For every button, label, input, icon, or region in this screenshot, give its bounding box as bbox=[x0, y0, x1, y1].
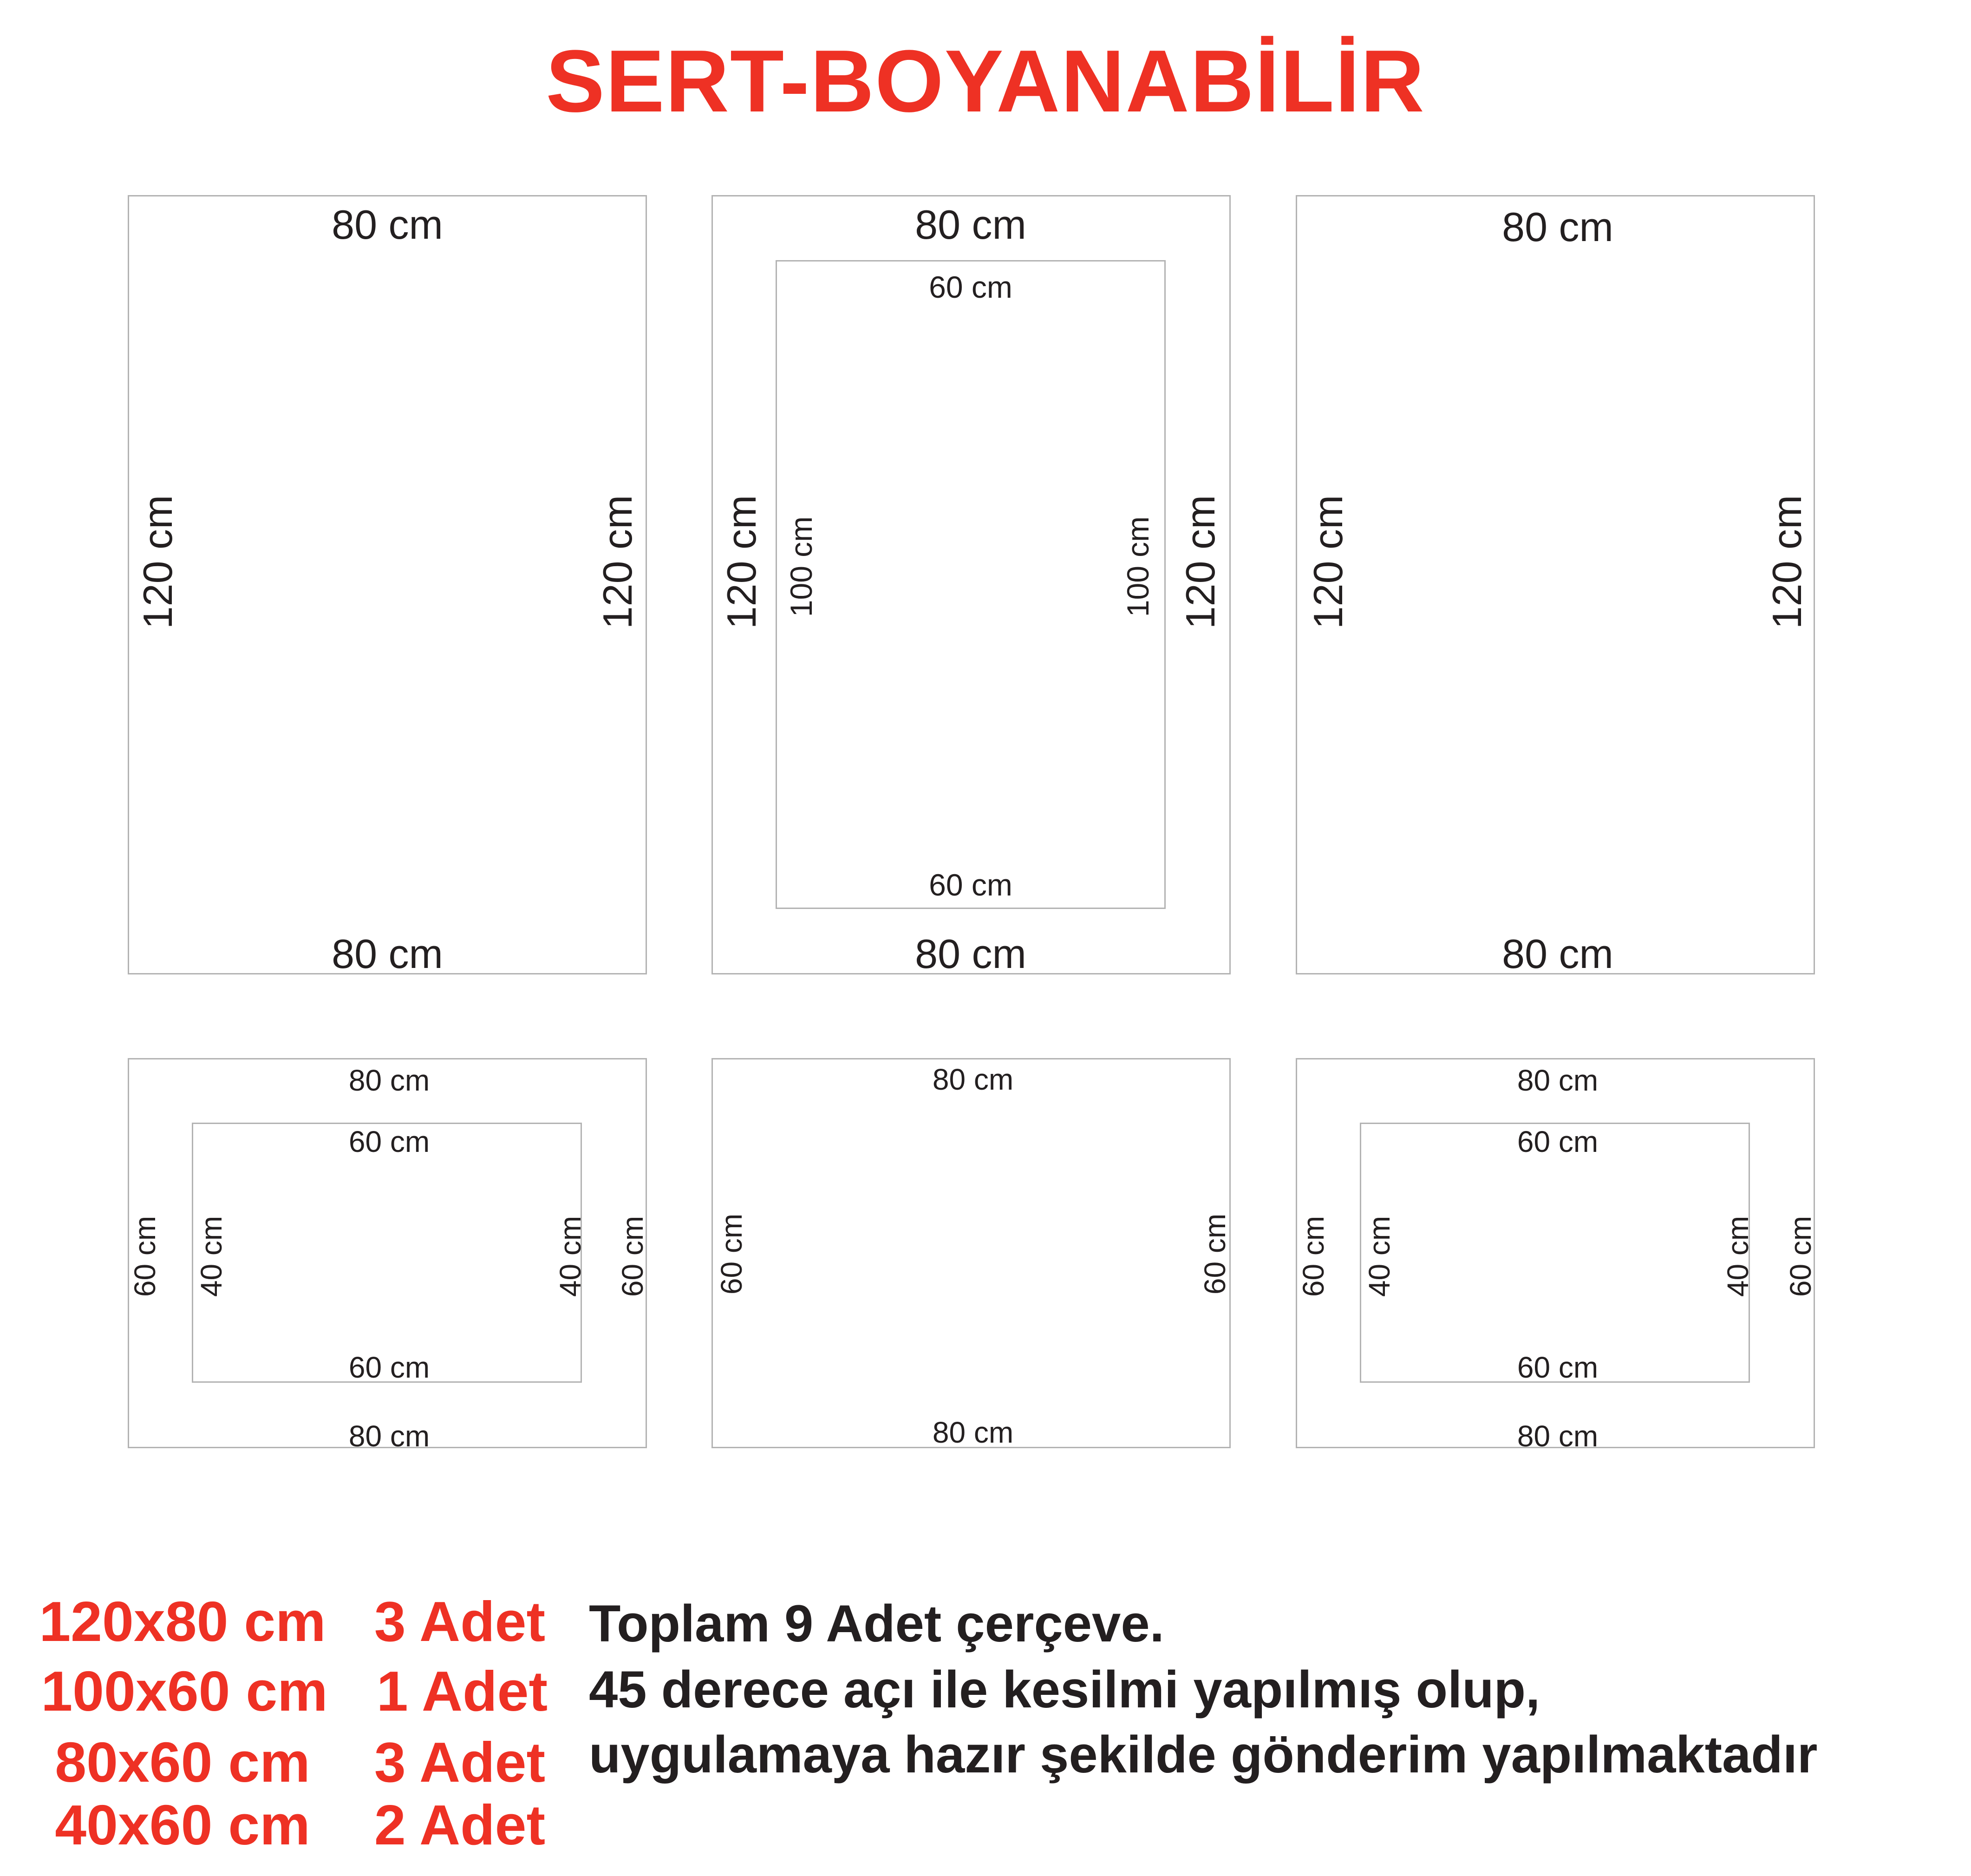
frame-6-inner-bottom-label: 60 cm bbox=[1517, 1351, 1599, 1384]
frame-2-inner-opening bbox=[776, 260, 1166, 909]
spec-qty-4: 2 Adet bbox=[374, 1793, 546, 1856]
frame-120x80-1 bbox=[128, 195, 647, 977]
frame-6-right-label: 60 cm bbox=[1784, 1216, 1817, 1297]
frame-6-inner-opening bbox=[1360, 1123, 1750, 1383]
spec-qty-1: 3 Adet bbox=[374, 1590, 546, 1653]
spec-size-4: 40x60 cm bbox=[55, 1793, 310, 1856]
frame-1-top-label: 80 cm bbox=[332, 202, 443, 248]
frame-4-inner-top-label: 60 cm bbox=[348, 1125, 430, 1158]
spec-size-2: 100x60 cm bbox=[41, 1660, 328, 1723]
frame-120x80-3 bbox=[1296, 195, 1815, 977]
frame-6-inner-left-label: 40 cm bbox=[1363, 1216, 1396, 1297]
spec-qty-3: 3 Adet bbox=[374, 1731, 546, 1794]
frame-2-inner-right-label: 100 cm bbox=[1121, 516, 1155, 617]
frame-80x60-2 bbox=[711, 1058, 1231, 1448]
frame-6-top-label: 80 cm bbox=[1517, 1064, 1599, 1097]
frame-5-left-label: 60 cm bbox=[715, 1213, 748, 1295]
spec-qty-2: 1 Adet bbox=[376, 1660, 548, 1723]
frame-4-right-label: 60 cm bbox=[616, 1216, 649, 1297]
note-line-3: uygulamaya hazır şekilde gönderim yapılmaktadır bbox=[589, 1726, 1818, 1784]
frame-3-bottom-label: 80 cm bbox=[1502, 931, 1613, 977]
frame-2-inner-left-label: 100 cm bbox=[784, 516, 818, 617]
spec-size-3: 80x60 cm bbox=[55, 1731, 310, 1794]
frame-1-right-label: 120 cm bbox=[594, 495, 640, 629]
frame-4-inner-opening bbox=[192, 1123, 582, 1383]
frame-2-inner-bottom-label: 60 cm bbox=[929, 868, 1012, 902]
page-title: SERT-BOYANABİLİR bbox=[546, 32, 1425, 131]
frame-4-inner-left-label: 40 cm bbox=[195, 1216, 228, 1297]
frame-6-bottom-label: 80 cm bbox=[1517, 1419, 1599, 1453]
frame-1-bottom-label: 80 cm bbox=[332, 931, 443, 977]
note-line-1: Toplam 9 Adet çerçeve. bbox=[589, 1595, 1164, 1653]
frame-2-right-label: 120 cm bbox=[1177, 495, 1223, 629]
frame-3-right-label: 120 cm bbox=[1764, 495, 1810, 629]
frame-2-bottom-label: 80 cm bbox=[915, 931, 1026, 977]
spec-size-1: 120x80 cm bbox=[39, 1590, 326, 1653]
frame-5-top-label: 80 cm bbox=[932, 1063, 1014, 1096]
frame-4-bottom-label: 80 cm bbox=[348, 1419, 430, 1453]
frame-5-bottom-label: 80 cm bbox=[932, 1416, 1014, 1449]
frame-1-left-label: 120 cm bbox=[135, 495, 181, 629]
frame-4-inner-right-label: 40 cm bbox=[554, 1216, 587, 1297]
frame-4-top-label: 80 cm bbox=[348, 1064, 430, 1097]
frame-6-left-label: 60 cm bbox=[1297, 1216, 1330, 1297]
frame-2-left-label: 120 cm bbox=[718, 495, 764, 629]
frame-3-top-label: 80 cm bbox=[1502, 204, 1613, 250]
note-line-2: 45 derece açı ile kesilmi yapılmış olup, bbox=[589, 1660, 1540, 1719]
frame-2-top-label: 80 cm bbox=[915, 202, 1026, 248]
frame-4-inner-bottom-label: 60 cm bbox=[348, 1351, 430, 1384]
frame-6-inner-right-label: 40 cm bbox=[1721, 1216, 1755, 1297]
frame-6-inner-top-label: 60 cm bbox=[1517, 1125, 1599, 1158]
frame-2-inner-top-label: 60 cm bbox=[929, 270, 1012, 304]
frame-5-right-label: 60 cm bbox=[1198, 1213, 1232, 1295]
frame-4-left-label: 60 cm bbox=[128, 1216, 162, 1297]
frame-3-left-label: 120 cm bbox=[1305, 495, 1351, 629]
